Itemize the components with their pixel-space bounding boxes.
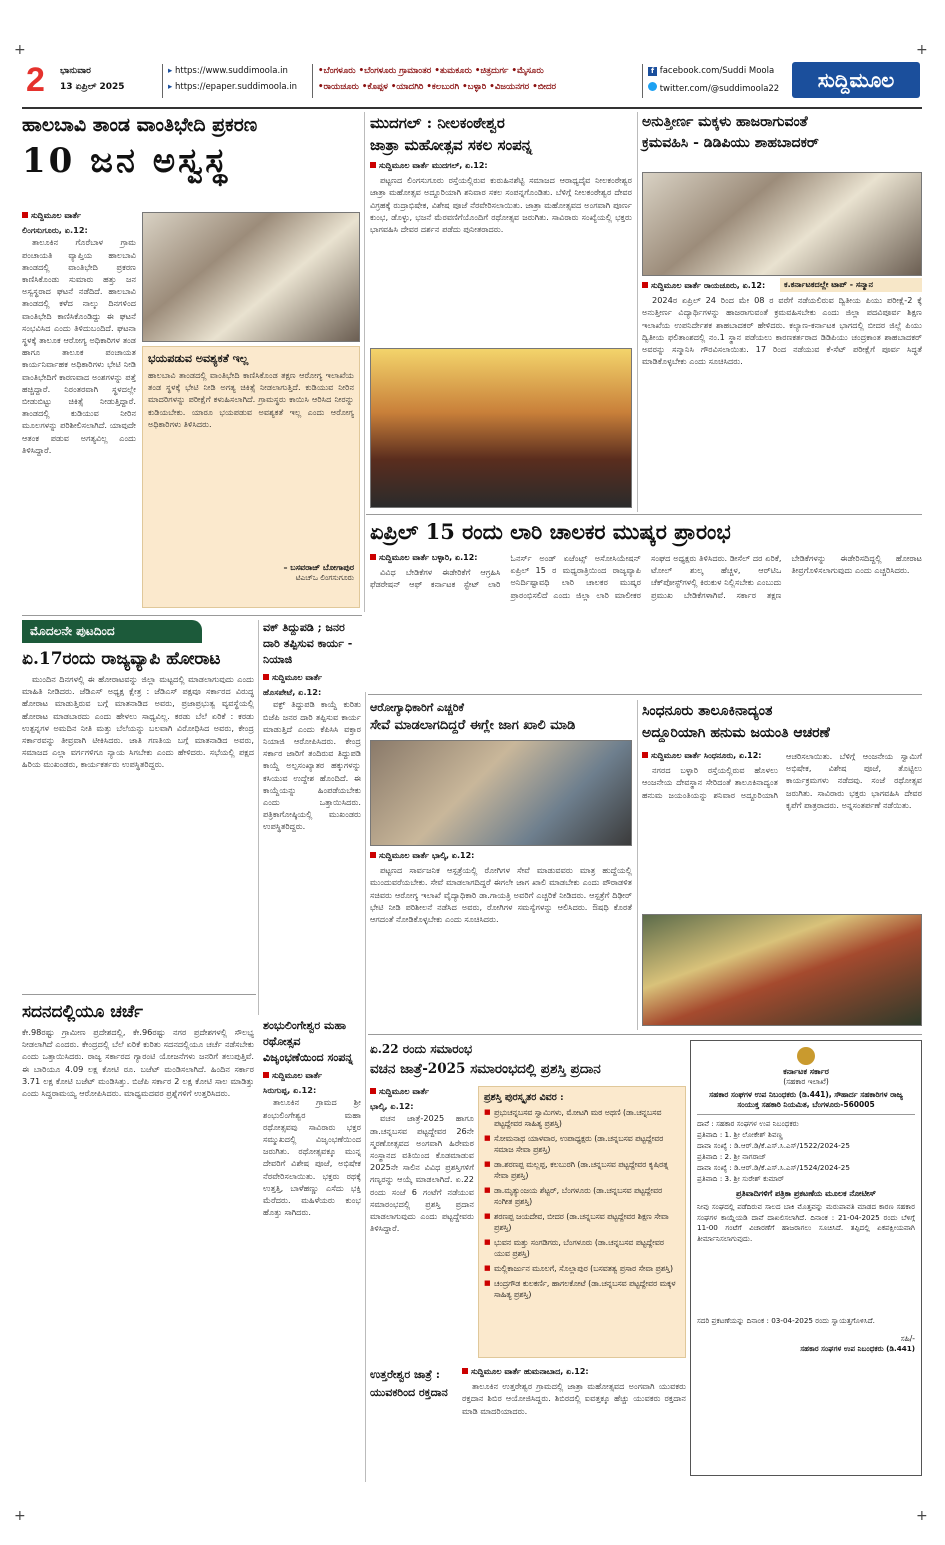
web-link[interactable]	[168, 66, 288, 76]
web-url: https://www.suddimoola.in	[174, 66, 288, 76]
article-body: ಮುಂದಿನ ದಿನಗಳಲ್ಲಿ ಈ ಹೋರಾಟವನ್ನು ಜಿಲ್ಲಾ ಮಟ್ಟದಲ್ಲಿ ಮಾಡಲಾಗುವುದು ಎಂದು ಮಾಹಿತಿ ನೀಡಿದರು. ಜೆಡಿಎಸ್ ಅಧ್ಯಕ್ಷ ಕ್ಷೇತ್ರ : ಜೆಡಿಎಸ್ ಪಕ್ಷವೂ ಸರ್ಕಾರದ ವಿರುದ್ಧ ಹೋರಾಟ ಮಾಡುತ್ತಿರುವ ಬಗ್ಗೆ ಮಾತನಾಡಿದ ಅವರು, ಪ್ರಜಾಪ್ರಭುತ್ವ ವ್ಯವಸ್ಥೆಯಲ್ಲಿ ಹೋರಾಟ ಮಾಡಬಾರದು ಎಂದು ಹೇಳಲು ಸಾಧ್ಯವಿಲ್ಲ. ಕರಡು ಬೆಲೆ ಏರಿಕೆ : ಕರಡು ಉತ್ಪನ್ನಗಳ ಅಮದಿನ ನೀತಿ ಮತ್ತು ಬೆಲೆಯನ್ನು ಬಲವಾಗಿ ವಿರೋಧಿಸಿದ ಅವರು, ಕೇಂದ್ರ ಸರ್ಕಾರವನ್ನು ತೀವ್ರವಾಗಿ ಟೀಕಿಸಿದರು. ಜಾತಿ ಗಣತಿಯ ಬಗ್ಗೆ ಮಾತನಾಡಿದ ಅವರು, ಸಮಾಜದ ಎಲ್ಲಾ ವರ್ಗಗಳಿಗೂ ನ್ಯಾಯ ಸಿಗಬೇಕು ಎಂದು ಹೇಳಿದರು. ಸಭೆಯಲ್ಲಿ ಪಕ್ಷದ ಹಿರಿಯ ಮುಖಂಡರು, ಕಾರ್ಯಕರ್ತರು ಉಪಸ್ಥಿತರಿದ್ದರು.	[22, 674, 254, 770]
article-body	[370, 1086, 474, 1362]
box-sign: – ಬಸವರಾಜ್ ಬೋಗಾಪುರ	[283, 563, 354, 572]
article-body	[263, 1070, 361, 1440]
epaper-url: https://epaper.suddimoola.in	[174, 82, 297, 92]
byline: ಸುದ್ದಿಮೂಲ ವಾರ್ತೆ	[370, 1086, 474, 1098]
list-item: ■ ಪ್ರಭುಚನ್ನಬಸವ ಸ್ವಾಮಿಗಳು, ಮೋಟಗಿ ಮಠ ಅಥಣಿ (ಡಾ.ಚನ್ನಬಸವ ಪಟ್ಟದ್ದೇವರ ಸಾಹಿತ್ಯ ಪ್ರಶಸ್ತಿ)	[484, 1107, 680, 1129]
list-item: ■ ಶರಣಪ್ಪ ಜಯದೇವ, ಬೀದರ (ಡಾ.ಚನ್ನಬಸವ ಪಟ್ಟದ್ದೇವರ ಶಿಕ್ಷಣ ಸೇವಾ ಪ್ರಶಸ್ತಿ)	[484, 1211, 680, 1233]
article-kicker: ಆರೋಗ್ಯಾಧಿಕಾರಿಗೆ ಎಚ್ಚರಿಕೆ	[370, 701, 464, 714]
notice-date-line: ಸದರಿ ಪ್ರಕಟಣೆಯನ್ನು ದಿನಾಂಕ : 03-04-2025 ರಂದು ಸ್ವಾಯತ್ತಗೊಳಿಸಿದೆ.	[697, 1316, 875, 1325]
newspaper-logo	[792, 62, 920, 98]
twitter-handle: twitter.com/@suddimoola22	[659, 84, 780, 94]
chariot-festival-photo	[370, 348, 632, 508]
dateline: ಭಾಲ್ಕಿ, ಏ.12:	[370, 1101, 414, 1112]
govt-emblem-icon	[797, 1047, 815, 1065]
article-hanuma-jayanti	[642, 700, 922, 1030]
article-headline: ಅನುತ್ತೀರ್ಣ ಮಕ್ಕಳು ಹಾಜರಾಗುವಂತೆ	[642, 114, 808, 130]
list-item: ■ ಭುವನ ಮತ್ತು ಸಂಗಡಿಗರು, ಬೆಂಗಳೂರು (ಡಾ.ಚನ್ನಬಸವ ಪಟ್ಟದ್ದೇವರ ಯುವ ಪ್ರಶಸ್ತಿ)	[484, 1237, 680, 1259]
article-shambhulingeshwara	[263, 1018, 361, 1473]
article-body	[263, 672, 361, 992]
issue-day: ಭಾನುವಾರ	[60, 66, 91, 76]
byline: ಸುದ್ದಿಮೂಲ ವಾರ್ತೆ	[263, 672, 361, 684]
col-divider	[365, 692, 366, 1482]
twitter-icon	[648, 82, 657, 91]
article-headline: ಸೇವೆ ಮಾಡಲಾಗದಿದ್ದರೆ ಈಗ್ಲೇ ಜಾಗ ಖಾಲಿ ಮಾಡಿ	[370, 718, 576, 733]
article-text: ತಾಲೂಕಿನ ಗ್ರಾಮದ ಶ್ರೀ ಶಂಭುಲಿಂಗೇಶ್ವರ ಮಹಾ ರಥೋತ್ಸವವು ಸಾವಿರಾರು ಭಕ್ತರ ಸಮ್ಮುಖದಲ್ಲಿ ವಿಜೃಂಭಣೆಯಿಂದ ಜರುಗಿತು. ರಥೋತ್ಸವಕ್ಕೂ ಮುನ್ನ ದೇವರಿಗೆ ವಿಶೇಷ ಪೂಜೆ, ಅಭಿಷೇಕ ನೆರವೇರಿಸಲಾಯಿತು. ಭಕ್ತರು ರಥಕ್ಕೆ ಉತ್ತತ್ತಿ, ಬಾಳೆಹಣ್ಣು ಎಸೆದು ಭಕ್ತಿ ಮೆರೆದರು. ಮಹಿಳೆಯರು ಕುಂಭ ಹೊತ್ತು ಸಾಗಿದರು.	[263, 1097, 361, 1218]
article-body	[642, 750, 922, 902]
box-sign-role: ಟಿಎಚ್ಒ ಲಿಂಗಸುಗೂರು	[295, 573, 354, 582]
crop-mark-right: +	[916, 42, 928, 58]
ad-line: ದಾವಾ ಸಂಖ್ಯೆ : ಡಿ.ಆರ್.ಡಿ/ಕೆ.ಎಸ್.ಸಿ.ಎಸ್/1522/2024-25	[697, 1141, 850, 1150]
ad-line: ದಾವೆ : ಸಹಕಾರ ಸಂಘಗಳ ಉಪ ನಿಬಂಧಕರು	[697, 1119, 799, 1128]
article-waqf	[263, 620, 361, 1015]
article-text: ಪಟ್ಟಣದ ಸಾರ್ವಜನಿಕ ಆಸ್ಪತ್ರೆಯಲ್ಲಿ ರೋಗಿಗಳ ಸೇವೆ ಮಾಡುವವರು ಮಾತ್ರ ಹುದ್ದೆಯಲ್ಲಿ ಮುಂದುವರೆಯಬೇಕು. ಸೇವೆ ಮಾಡಲಾಗದಿದ್ದರೆ ಈಗಲೇ ಜಾಗ ಖಾಲಿ ಮಾಡಬೇಕು ಎಂದು ಪೌರಾಡಳಿತ ಸಚಿವರು ಆರೋಗ್ಯ ಇಲಾಖೆ ವೈದ್ಯಾಧಿಕಾರಿ ಡಾ.ಗಾಯತ್ರಿ ಅವರಿಗೆ ಎಚ್ಚರಿಕೆ ನೀಡಿದರು. ಆಸ್ಪತ್ರೆಗೆ ದಿಢೀರ್ ಭೇಟಿ ನೀಡಿ ಪರಿಶೀಲನೆ ನಡೆಸಿದ ಅವರು, ರೋಗಿಗಳ ಸಮಸ್ಯೆಗಳನ್ನು ಆಲಿಸಿದರು. ಔಷಧಿ ಕೊರತೆ ಆಗದಂತೆ ನೋಡಿಕೊಳ್ಳಬೇಕು ಎಂದು ಸೂಚಿಸಿದರು.	[370, 865, 632, 925]
awardee-list	[484, 1107, 680, 1300]
ad-header: ಕರ್ನಾಟಕ ಸರ್ಕಾರ	[783, 1067, 829, 1076]
masthead-rule	[22, 107, 922, 109]
article-kicker: ಹಾಲಬಾವಿ ತಾಂಡ ವಾಂತಿಭೇದಿ ಪ್ರಕರಣ	[22, 114, 258, 136]
article-body: ಕೇ.98ರಷ್ಟು ಗ್ರಾಮೀಣ ಪ್ರದೇಶದಲ್ಲಿ, ಕೇ.96ರಷ್ಟು ನಗರ ಪ್ರದೇಶಗಳಲ್ಲಿ ಸೌಲಭ್ಯ ನೀಡಲಾಗಿದೆ ಎಂದರು. ಕೇಂದ್ರದಲ್ಲಿ ಬೆಲೆ ಏರಿಕೆ ಕುರಿತು ಸದನದಲ್ಲಿಯೂ ಚರ್ಚೆ ನಡೆಸಬೇಕು ಎಂದು ಒತ್ತಾಯಿಸಿದರು. ರಾಜ್ಯ ಸರ್ಕಾರದ ಗ್ಯಾರಂಟಿ ಯೋಜನೆಗಳು ಜನರಿಗೆ ತಲುಪುತ್ತಿವೆ. ಈ ಬಾರಿಯೂ 4.09 ಲಕ್ಷ ಕೋಟಿ ರೂ. ಬಜೆಟ್ ಮಂಡಿಸಲಾಗಿದೆ. ಹಿಂದಿನ ಸರ್ಕಾರ 3.71 ಲಕ್ಷ ಕೋಟಿ ಬಜೆಟ್ ಮಂಡಿಸಿತ್ತು. ಬಿಜೆಪಿ ಸರ್ಕಾರ 2 ಲಕ್ಷ ಕೋಟಿ ಸಾಲ ಮಾಡಿತ್ತು ಎಂದು ಸಿದ್ದರಾಮಯ್ಯ ಆರೋಪಿಸಿದರು. ಮಾಧ್ಯಮದವರ ಪ್ರಶ್ನೆಗಳಿಗೆ ಉತ್ತರಿಸಿದರು.	[22, 1027, 254, 1099]
notice-sign-role: ಸಹಕಾರ ಸಂಘಗಳ ಉಪ ನಿಬಂಧಕರು (ಡಿ.441)	[800, 1344, 915, 1353]
list-item: ■ ಡಾ.ಶರಣಪ್ಪ ಮಲ್ಲಪ್ಪ, ಕಲಬುರಗಿ (ಡಾ.ಚನ್ನಬಸವ ಪಟ್ಟದ್ದೇವರ ಕೃಷಿರತ್ನ ಸೇವಾ ಪ್ರಶಸ್ತಿ)	[484, 1159, 680, 1181]
editions-row-1: •ಬೆಂಗಳೂರು •ಬೆಂಗಳೂರು ಗ್ರಾಮಾಂತರ •ತುಮಕೂರು •ಚಿತ್ರದುರ್ಗ •ಮೈಸೂರು	[318, 66, 544, 76]
article-headline: 10 ಜನ ಅಸ್ವಸ್ಥ	[22, 141, 230, 181]
masthead	[22, 60, 922, 104]
crop-mark-left: +	[14, 42, 26, 58]
article-body-col1	[22, 210, 136, 605]
ad-subheader: (ಸಹಕಾರ ಇಲಾಖೆ)	[783, 1077, 829, 1086]
page-number: 2	[26, 61, 45, 99]
section-rule	[368, 694, 922, 695]
list-item: ■ ಮಲ್ಲಿಕಾರ್ಜುನ ಮೂಲಗೆ, ಸೊಲ್ಲಾಪುರ (ಬಸವತತ್ವ ಪ್ರಸಾರ ಸೇವಾ ಪ್ರಶಸ್ತಿ)	[484, 1263, 680, 1274]
article-vachana-jatre	[370, 1040, 686, 1480]
crop-mark-bottom-right: +	[916, 1508, 928, 1524]
dateline: ಹೊಸಪೇಟೆ, ಏ.12:	[263, 687, 322, 698]
editions-row-2: •ರಾಯಚೂರು •ಕೊಪ್ಪಳ •ಯಾದಗಿರಿ •ಕಲಬುರಗಿ •ಬಳ್ಳಾರಿ •ವಿಜಯನಗರ •ಬೀದರ	[318, 82, 557, 92]
sidebar-box	[142, 346, 360, 608]
globe-icon: ▸	[168, 66, 173, 76]
notice-sign: ಸಹಿ/-	[900, 1334, 915, 1343]
facebook-link[interactable]	[648, 66, 774, 76]
article-text: ವಕ್ಫ್ ತಿದ್ದುಪಡಿ ಕಾಯ್ದೆ ಕುರಿತು ಬಿಜೆಪಿ ಜನರ ದಾರಿ ತಪ್ಪಿಸುವ ಕಾರ್ಯ ಮಾಡುತ್ತಿದೆ ಎಂದು ಕೆಪಿಸಿಸಿ ವಕ್ತಾರ ನಿಯಾಜಿ ಆರೋಪಿಸಿದರು. ಕೇಂದ್ರ ಸರ್ಕಾರ ಜಾರಿಗೆ ತಂದಿರುವ ತಿದ್ದುಪಡಿ ಕಾಯ್ದೆ ಅಲ್ಪಸಂಖ್ಯಾತರ ಹಕ್ಕುಗಳನ್ನು ಕಸಿಯುವ ಉದ್ದೇಶ ಹೊಂದಿದೆ. ಈ ಕಾಯ್ದೆಯನ್ನು ಹಿಂಪಡೆಯಬೇಕು ಎಂದು ಒತ್ತಾಯಿಸಿದರು. ಪತ್ರಿಕಾಗೋಷ್ಠಿಯಲ್ಲಿ ಮುಖಂಡರು ಉಪಸ್ಥಿತರಿದ್ದರು.	[263, 699, 361, 832]
section-tab: ಮೊದಲನೇ ಪುಟದಿಂದ	[22, 620, 202, 643]
byline: ಸುದ್ದಿಮೂಲ ವಾರ್ತೆ	[22, 210, 136, 222]
issue-date: 13 ಏಪ್ರಿಲ್ 2025	[60, 82, 125, 92]
article-text: ನಗರದ ಬಳ್ಳಾರಿ ರಸ್ತೆಯಲ್ಲಿರುವ ಹೊಳಲು ಆಂಜನೇಯ ದೇವಸ್ಥಾನ ಸೇರಿದಂತೆ ತಾಲೂಕಿನಾದ್ಯಂತ ಹನುಮ ಜಯಂತಿಯನ್ನು ಶನಿವಾರ ಅದ್ದೂರಿಯಾಗಿ ಆಚರಿಸಲಾಯಿತು. ಬೆಳಿಗ್ಗೆ ಆಂಜನೇಯ ಸ್ವಾಮಿಗೆ ಅಭಿಷೇಕ, ವಿಶೇಷ ಪೂಜೆ, ತೊಟ್ಟಿಲು ಕಾರ್ಯಕ್ರಮಗಳು ನಡೆದವು. ಸಂಜೆ ರಥೋತ್ಸವ ಜರುಗಿತು. ಸಾವಿರಾರು ಭಕ್ತರು ಭಾಗವಹಿಸಿ ದೇವರ ಕೃಪೆಗೆ ಪಾತ್ರರಾದರು. ಅನ್ನಸಂತರ್ಪಣೆ ನಡೆಯಿತು.	[642, 751, 922, 810]
divider	[642, 64, 643, 98]
facebook-icon: f	[648, 67, 657, 76]
byline: ಸುದ್ದಿಮೂಲ ವಾರ್ತೆ ಸಿಂಧನೂರು, ಏ.12:	[642, 750, 778, 762]
article-statewide-protest	[22, 620, 254, 992]
article-uttareshwara	[370, 1366, 686, 1476]
article-headline: ಏ.17ರಂದು ರಾಜ್ಯವ್ಯಾಪಿ ಹೋರಾಟ	[22, 649, 221, 669]
byline: ಸುದ್ದಿಮೂಲ ವಾರ್ತೆ ರಾಯಚೂರು, ಏ.12:	[642, 280, 774, 292]
epaper-link[interactable]	[168, 82, 297, 92]
byline: ಸುದ್ದಿಮೂಲ ವಾರ್ತೆ ಹುಮನಾಬಾದ, ಏ.12:	[462, 1366, 686, 1378]
globe-icon: ▸	[168, 82, 173, 92]
section-rule	[22, 994, 256, 995]
notice-title: ಪ್ರತಿವಾದಿಗಳಿಗೆ ಪತ್ರಿಕಾ ಪ್ರಕಟಣೆಯ ಮೂಲಕ ನೋಟೀಸ್	[736, 1189, 876, 1198]
hospital-inspection-photo	[370, 740, 632, 846]
facebook-handle: facebook.com/Suddi Moola	[659, 66, 775, 76]
article-text: ತಾಲೂಕಿನ ಗೊರೆಬಾಳ ಗ್ರಾಮ ಪಂಚಾಯತಿ ವ್ಯಾಪ್ತಿಯ ಹಾಲಬಾವಿ ತಾಂಡದಲ್ಲಿ ವಾಂತಿಭೇದಿ ಪ್ರಕರಣ ಕಾಣಿಸಿಕೊಂಡು ಸುಮಾರು ಹತ್ತು ಜನ ಅಸ್ವಸ್ಥರಾದ ಘಟನೆ ನಡೆದಿದೆ. ಹಾಲಬಾವಿ ತಾಂಡದಲ್ಲಿ ಕಳೆದ ನಾಲ್ಕು ದಿನಗಳಿಂದ ವಾಂತಿಭೇದಿ ಕಾಣಿಸಿಕೊಂಡಿದ್ದು ಈ ಘಟನೆ ಸಂಭವಿಸಿದ ಎಂದು ತಿಳಿದುಬಂದಿದೆ. ಘಟನಾ ಸ್ಥಳಕ್ಕೆ ತಾಲೂಕ ಆರೋಗ್ಯ ಅಧಿಕಾರಿಗಳ ತಂಡ ಹಾಗೂ ತಾಲೂಕ ಪಂಚಾಯತ ಕಾರ್ಯನಿರ್ವಾಹಕ ಅಧಿಕಾರಿಗಳು ಭೇಟಿ ನೀಡಿ ವಾಂತಿಭೇದಿಗೆ ಕಾರಣವಾದ ಅಂಶಗಳನ್ನು ಪತ್ತೆ ಹಚ್ಚಿದ್ದಾರೆ. ನಿರಂತರವಾಗಿ ಸ್ಥಳದಲ್ಲೇ ಬೀಡುಬಿಟ್ಟು ಚಿಕಿತ್ಸೆ ನೀಡುತ್ತಿದ್ದಾರೆ. ತಾಂಡದಲ್ಲಿ ಕುಡಿಯುವ ನೀರಿನ ಮೂಲಗಳನ್ನು ಪರಿಶೀಲಿಸಲಾಗಿದೆ. ಯಾವುದೇ ಆತಂಕ ಪಡುವ ಅಗತ್ಯವಿಲ್ಲ ಎಂದು ತಿಳಿಸಿದ್ದಾರೆ.	[22, 237, 136, 455]
list-title: ಪ್ರಶಸ್ತಿ ಪುರಸ್ಕೃತರ ವಿವರ :	[484, 1092, 564, 1103]
legal-notice-ad	[690, 1040, 922, 1476]
article-sadana	[22, 998, 254, 1468]
box-title: ಭಯಪಡುವ ಅವಶ್ಯಕತೆ ಇಲ್ಲ	[148, 352, 249, 365]
section-rule	[366, 514, 922, 515]
article-text: ವಿವಿಧ ಬೇಡಿಕೆಗಳ ಈಡೇರಿಕೆಗೆ ಆಗ್ರಹಿಸಿ ಫೆಡರೇಷನ್ ಆಫ್ ಕರ್ನಾಟಕ ಸ್ಟೇಟ್ ಲಾರಿ ಓನರ್ಸ್ ಅಂಡ್ ಏಜೆಂಟ್ಸ್ ಅಸೋಸಿಯೇಷನ್ ಏಪ್ರಿಲ್ 15 ರ ಮಧ್ಯರಾತ್ರಿಯಿಂದ ರಾಜ್ಯವ್ಯಾಪಿ ಅನಿರ್ದಿಷ್ಟಾವಧಿ ಲಾರಿ ಚಾಲಕರ ಮುಷ್ಕರ ಪ್ರಾರಂಭಿಸಲಿದೆ ಎಂದು ಜಿಲ್ಲಾ ಲಾರಿ ಮಾಲೀಕರ ಸಂಘದ ಅಧ್ಯಕ್ಷರು ತಿಳಿಸಿದರು. ಡೀಸೆಲ್ ದರ ಏರಿಕೆ, ಟೋಲ್ ಶುಲ್ಕ ಹೆಚ್ಚಳ, ಆರ್‌ಟಿಒ ಚೆಕ್‌ಪೋಸ್ಟ್‌ಗಳಲ್ಲಿ ಕಿರುಕುಳ ನಿಲ್ಲಿಸಬೇಕು ಎಂಬುದು ಪ್ರಮುಖ ಬೇಡಿಕೆಗಳಾಗಿವೆ. ಸರ್ಕಾರ ತಕ್ಷಣ ಬೇಡಿಕೆಗಳನ್ನು ಈಡೇರಿಸದಿದ್ದಲ್ಲಿ ಹೋರಾಟ ತೀವ್ರಗೊಳಿಸಲಾಗುವುದು ಎಂದು ಎಚ್ಚರಿಸಿದರು.	[370, 553, 922, 600]
ad-line: ದಾವಾ ಸಂಖ್ಯೆ : ಡಿ.ಆರ್.ಡಿ/ಕೆ.ಎಸ್.ಸಿ.ಎಸ್/1524/2024-25	[697, 1163, 850, 1172]
article-body	[462, 1366, 686, 1466]
article-lorry-strike	[370, 516, 922, 692]
hospital-ward-photo	[142, 212, 360, 342]
article-headline-2: ಅದ್ದೂರಿಯಾಗಿ ಹನುಮ ಜಯಂತಿ ಆಚರಣೆ	[642, 725, 830, 741]
box-body: ಹಾಲಬಾವಿ ತಾಂಡದಲ್ಲಿ ವಾಂತಿಭೇದಿ ಕಾಣಿಸಿಕೊಂಡ ತಕ್ಷಣ ಆರೋಗ್ಯ ಇಲಾಖೆಯ ತಂಡ ಸ್ಥಳಕ್ಕೆ ಭೇಟಿ ನೀಡಿ ಅಗತ್ಯ ಚಿಕಿತ್ಸೆ ನೀಡಲಾಗುತ್ತಿದೆ. ಕುಡಿಯುವ ನೀರಿನ ಮಾದರಿಗಳನ್ನು ಪರೀಕ್ಷೆಗೆ ಕಳುಹಿಸಲಾಗಿದೆ. ಗ್ರಾಮಸ್ಥರು ಕಾಯಿಸಿ ಆರಿಸಿದ ನೀರನ್ನು ಕುಡಿಯಬೇಕು. ಯಾರೂ ಭಯಪಡುವ ಅವಶ್ಯಕತೆ ಇಲ್ಲ ಎಂದು ಆರೋಗ್ಯ ಅಧಿಕಾರಿಗಳು ತಿಳಿಸಿದರು.	[148, 370, 354, 429]
article-headline: ಉತ್ತರೇಶ್ವರ ಜಾತ್ರೆ : ಯುವಕರಿಂದ ರಕ್ತದಾನ	[370, 1368, 448, 1399]
article-headline-2: ಕ್ರಮವಹಿಸಿ - ಡಿಡಿಪಿಯು ಶಾಹಬಾದಕರ್	[642, 135, 819, 151]
byline: ಸುದ್ದಿಮೂಲ ವಾರ್ತೆ	[263, 1070, 361, 1082]
article-body	[370, 160, 632, 342]
byline: ಸುದ್ದಿಮೂಲ ವಾರ್ತೆ ಮುದಗಲ್, ಏ.12:	[370, 160, 632, 172]
list-item: ■ ಡಾ.ಮೃತ್ಯುಂಜಯ ಶೆಟ್ಟರ್, ಬೆಂಗಳೂರು (ಡಾ.ಚನ್ನಬಸವ ಪಟ್ಟದ್ದೇವರ ಸಂಗೀತ ಪ್ರಶಸ್ತಿ)	[484, 1185, 680, 1207]
article-headline: ಏಪ್ರಿಲ್ 15 ರಂದು ಲಾರಿ ಚಾಲಕರ ಮುಷ್ಕರ ಪ್ರಾರಂಭ	[370, 519, 731, 544]
section-rule	[22, 615, 362, 616]
awardee-list-box	[478, 1086, 686, 1358]
ad-org: ಸಹಕಾರ ಸಂಘಗಳ ಉಪ ನಿಬಂಧಕರು (ಡಿ.441), ಸೌಹಾರ್ದ ಸಹಕಾರಿಗಳ ರಾಜ್ಯ ಸಂಯುಕ್ತ ಸಹಕಾರಿ ನಿಯಮಿತ, ಬೆಂಗಳೂರು-560005	[709, 1090, 903, 1109]
article-headline: ವಚನ ಜಾತ್ರೆ-2025 ಸಮಾರಂಭದಲ್ಲಿ ಪ್ರಶಸ್ತಿ ಪ್ರದಾನ	[370, 1061, 601, 1077]
article-body	[370, 552, 922, 688]
section-rule	[368, 1034, 922, 1035]
byline: ಸುದ್ದಿಮೂಲ ವಾರ್ತೆ ಭಾಲ್ಕಿ, ಏ.12:	[370, 850, 632, 862]
twitter-link[interactable]	[648, 82, 779, 94]
notice-body: ನೀವು ಸಂಘದಲ್ಲಿ ಪಡೆದಿರುವ ಸಾಲದ ಬಾಕಿ ಮೊತ್ತವನ್ನು ಮರುಪಾವತಿ ಮಾಡದ ಕಾರಣ ಸಹಕಾರ ಸಂಘಗಳ ಕಾಯ್ದೆಯಡಿ ದಾವೆ ದಾಖಲಿಸಲಾಗಿದೆ. ದಿನಾಂಕ : 21-04-2025 ರಂದು ಬೆಳಿಗ್ಗೆ 11-00 ಗಂಟೆಗೆ ವಿಚಾರಣೆಗೆ ಹಾಜರಾಗಲು ಸೂಚಿಸಿದೆ. ತಪ್ಪಿದಲ್ಲಿ ಏಕಪಕ್ಷೀಯವಾಗಿ ತೀರ್ಮಾನಿಸಲಾಗುವುದು.	[697, 1202, 915, 1243]
article-halabavi	[22, 112, 360, 612]
article-mudagal	[370, 112, 632, 512]
article-body	[370, 850, 632, 1026]
article-text: ಪಟ್ಟಣದ ಲಿಂಗಸುಗೂರು ರಸ್ತೆಯಲ್ಲಿರುವ ಕುರುಹಿನಶೆಟ್ಟಿ ಸಮಾಜದ ಆರಾಧ್ಯದೈವ ನೀಲಕಂಠೇಶ್ವರ ಜಾತ್ರಾ ಮಹೋತ್ಸವ ಅದ್ದೂರಿಯಾಗಿ ಶನಿವಾರ ಸಕಲ ಸಂಪನ್ನಗೊಂಡಿತು. ಬೆಳಿಗ್ಗೆ ನೀಲಕಂಠೇಶ್ವರ ದೇವರ ವಿಗ್ರಹಕ್ಕೆ ರುದ್ರಾಭಿಷೇಕ, ವಿಶೇಷ ಪೂಜೆ ನೆರವೇರಿಸಲಾಯಿತು. ಜಾತ್ರಾ ಮಹೋತ್ಸವದ ಅಂಗವಾಗಿ ಪೂರ್ಣ ಕುಂಭ, ಡೊಳ್ಳು, ಭಜನೆ ಮೆರವಣಿಗೆಯೊಂದಿಗೆ ರಥೋತ್ಸವ ಜರುಗಿತು. ಸಾವಿರಾರು ಸಂಖ್ಯೆಯಲ್ಲಿ ಭಕ್ತರು ಭಾಗವಹಿಸಿ ದೇವರ ದರ್ಶನ ಪಡೆದು ಪುನೀತರಾದರು.	[370, 175, 632, 235]
col-divider	[637, 112, 638, 512]
ad-line: ಪ್ರತಿವಾದಿ : 3. ಶ್ರೀ ಸುರೇಶ್ ಕುಮಾರ್	[697, 1174, 785, 1183]
article-headline-2: ಜಾತ್ರಾ ಮಹೋತ್ಸವ ಸಕಲ ಸಂಪನ್ನ	[370, 136, 533, 154]
article-headline: ಮುದಗಲ್ : ನೀಲಕಂಠೇಶ್ವರ	[370, 114, 505, 132]
logo-text: ಸುದ್ದಿಮೂಲ	[817, 68, 895, 92]
article-text: 2024ರ ಏಪ್ರಿಲ್ 24 ರಿಂದ ಮೇ 08 ರ ವರೆಗೆ ನಡೆಯಲಿರುವ ದ್ವಿತೀಯ ಪಿಯು ಪರೀಕ್ಷೆ-2 ಕ್ಕೆ ಅನುತ್ತೀರ್ಣ ವಿದ್ಯಾರ್ಥಿಗಳನ್ನು ಹಾಜರಾಗುವಂತೆ ಕ್ರಮವಹಿಸಬೇಕು ಎಂದು ಜಿಲ್ಲಾ ಪದವಿಪೂರ್ವ ಶಿಕ್ಷಣ ಇಲಾಖೆಯ ಉಪನಿರ್ದೇಶಕ ಶಾಹಬಾದಕರ್ ಹೇಳಿದರು. ಕಲ್ಯಾಣ-ಕರ್ನಾಟಕ ಭಾಗದಲ್ಲಿ ಬೀದರ ಜಿಲ್ಲೆ ಪಿಯು ದ್ವಿತೀಯ ಫಲಿತಾಂಶದಲ್ಲಿ ನಂ.1 ಸ್ಥಾನ ಪಡೆಯಲು ಕಾರಣಕರ್ತರಾದ ಡಿಡಿಪಿಯು ಚಂದ್ರಕಾಂತ ಶಾಹಬಾದಕರ್ ಅವರನ್ನು ಸನ್ಮಾನಿಸಿ ಗೌರವಿಸಲಾಯಿತು. 17 ರಿಂದ ನಡೆಯುವ ಕೆ-ಸೆಟ್ ಪರೀಕ್ಷೆಗೆ ಪೂರ್ವ ಸಿದ್ಧತೆ ಮಾಡಿಕೊಳ್ಳಬೇಕು ಎಂದು ಸೂಚಿಸಿದರು.	[642, 295, 922, 367]
dateline: ಸಿರುಗುಪ್ಪ, ಏ.12:	[263, 1085, 317, 1096]
list-item: ■ ಚಂದ್ರಗೌಡ ಕುಲಕರ್ಣಿ, ಹಾಗಲಕೋಟೆ (ಡಾ.ಚನ್ನಬಸವ ಪಟ್ಟದ್ದೇವರ ಮಕ್ಕಳ ಸಾಹಿತ್ಯ ಪ್ರಶಸ್ತಿ)	[484, 1278, 680, 1300]
list-item: ■ ಸೋಮನಾಥ ಯಾಳವಾರ, ಉಪಾಧ್ಯಕ್ಷರು (ಡಾ.ಚನ್ನಬಸವ ಪಟ್ಟದ್ದೇವರ ಸಮಾಜ ಸೇವಾ ಪ್ರಶಸ್ತಿ)	[484, 1133, 680, 1155]
article-text: ವಚನ ಜಾತ್ರೆ-2025 ಹಾಗೂ ಡಾ.ಚನ್ನಬಸವ ಪಟ್ಟದ್ದೇವರ 26ನೇ ಸ್ಮರಣೋತ್ಸವದ ಅಂಗವಾಗಿ ಹಿರೇಮಠ ಸಂಸ್ಥಾನದ ವತಿಯಿಂದ ಕೊಡಮಾಡುವ 2025ನೇ ಸಾಲಿನ ವಿವಿಧ ಪ್ರಶಸ್ತಿಗಳಿಗೆ ಗಣ್ಯರನ್ನು ಆಯ್ಕೆ ಮಾಡಲಾಗಿದೆ. ಏ.22 ರಂದು ಸಂಜೆ 6 ಗಂಟೆಗೆ ನಡೆಯುವ ಸಮಾರಂಭದಲ್ಲಿ ಪ್ರಶಸ್ತಿ ಪ್ರದಾನ ಮಾಡಲಾಗುವುದು ಎಂದು ಪಟ್ಟದ್ದೇವರು ತಿಳಿಸಿದ್ದಾರೆ.	[370, 1113, 474, 1234]
article-headline: ಸದನದಲ್ಲಿಯೂ ಚರ್ಚೆ	[22, 1002, 143, 1022]
ad-line: ಪ್ರತಿವಾದಿ : 2. ಶ್ರೀ ನಾಗರಾಜ್	[697, 1152, 767, 1161]
article-ddpu	[642, 112, 922, 512]
article-text: ತಾಲೂಕಿನ ಉತ್ತರೇಶ್ವರ ಗ್ರಾಮದಲ್ಲಿ ಜಾತ್ರಾ ಮಹೋತ್ಸವದ ಅಂಗವಾಗಿ ಯುವಕರು ರಕ್ತದಾನ ಶಿಬಿರ ಆಯೋಜಿಸಿದ್ದರು. ಶಿಬಿರದಲ್ಲಿ ಐವತ್ತಕ್ಕೂ ಹೆಚ್ಚು ಯುವಕರು ರಕ್ತದಾನ ಮಾಡಿ ಮಾದರಿಯಾದರು.	[462, 1381, 686, 1416]
article-headline: ಶಂಭುಲಿಂಗೇಶ್ವರ ಮಹಾ ರಥೋತ್ಸವ ವಿಜೃಂಭಣೆಯಿಂದ ಸಂಪನ್ನ	[263, 1019, 353, 1064]
article-kicker: ಏ.22 ರಂದು ಸಮಾರಂಭ	[370, 1042, 473, 1056]
crop-mark-bottom-left: +	[14, 1508, 26, 1524]
col-divider	[258, 620, 259, 1015]
article-body	[642, 280, 922, 508]
col-divider	[637, 700, 638, 1030]
photo-caption: ಕ.ಕರ್ನಾಟಕದಲ್ಲೇ ಟಾಪ್ - ಸನ್ಮಾನ	[780, 278, 922, 292]
felicitation-photo	[642, 172, 922, 276]
ad-line: ಪ್ರತಿವಾದಿ : 1. ಶ್ರೀ ಲೋಕೇಶ್ ಶಿವಣ್ಣ	[697, 1130, 783, 1139]
col-divider	[364, 112, 365, 612]
byline: ಸುದ್ದಿಮೂಲ ವಾರ್ತೆ ಬಳ್ಳಾರಿ, ಏ.12:	[370, 552, 501, 564]
article-health-officer	[370, 700, 632, 1030]
procession-photo	[642, 914, 922, 1026]
divider	[312, 64, 313, 98]
article-headline: ಸಿಂಧನೂರು ತಾಲೂಕಿನಾದ್ಯಂತ	[642, 703, 773, 719]
divider	[162, 64, 163, 98]
article-headline: ವಕ್ ತಿದ್ದುಪಡಿ ; ಜನರ ದಾರಿ ತಪ್ಪಿಸುವ ಕಾರ್ಯ - ನಿಯಾಜಿ	[263, 621, 353, 666]
dateline: ಲಿಂಗಸುಗೂರು, ಏ.12:	[22, 225, 88, 236]
